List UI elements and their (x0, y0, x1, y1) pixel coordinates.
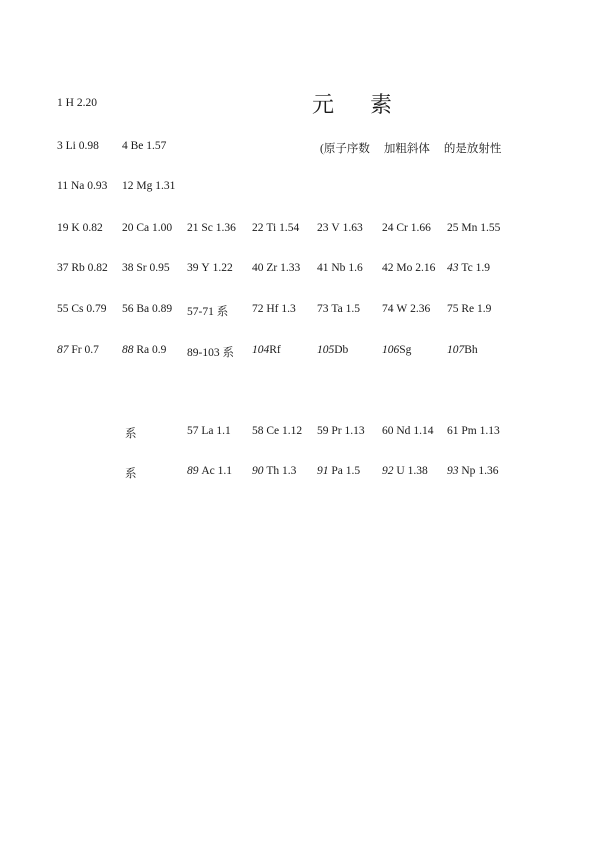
element-symbol: Sg (399, 344, 412, 356)
atomic-number: 91 (317, 465, 329, 477)
element-symbol: Ce (266, 425, 280, 437)
element-cell (57, 303, 107, 315)
electronegativity-value: 0.82 (87, 262, 108, 274)
element-cell (447, 222, 500, 234)
electronegativity-value: 1.00 (152, 222, 173, 234)
electronegativity-value: 0.82 (82, 222, 103, 234)
atomic-number: 22 (252, 222, 264, 234)
atomic-number: 75 (447, 303, 459, 315)
element-symbol: Sc (201, 222, 213, 234)
element-cell (317, 222, 363, 234)
element-cell (57, 222, 103, 234)
element-symbol: Y (201, 262, 210, 274)
element-cell (382, 303, 430, 315)
element-symbol: Bh (464, 344, 478, 356)
element-symbol: 系 (216, 306, 229, 318)
element-cell (57, 97, 97, 109)
title-char-1: 元 (312, 92, 335, 117)
atomic-number: 3 (57, 140, 63, 152)
atomic-number: 72 (252, 303, 264, 315)
electronegativity-value: 1.1 (217, 465, 233, 477)
electronegativity-value: 1.36 (478, 465, 499, 477)
element-symbol: Fr (71, 344, 82, 356)
element-cell (57, 140, 99, 152)
electronegativity-value: 1.3 (282, 465, 297, 477)
atomic-number: 74 (382, 303, 394, 315)
atomic-number: 57-71 (187, 306, 214, 318)
atomic-number: 57 (187, 425, 199, 437)
atomic-number: 38 (122, 262, 134, 274)
element-cell (382, 425, 433, 437)
element-cell (252, 344, 281, 356)
element-symbol: K (71, 222, 80, 234)
element-symbol: V (331, 222, 340, 234)
atomic-number: 105 (317, 344, 335, 356)
electronegativity-value: 1.31 (155, 180, 176, 192)
electronegativity-value: 0.89 (152, 303, 173, 315)
atomic-number: 39 (187, 262, 199, 274)
atomic-number: 12 (122, 180, 134, 192)
element-cell (252, 262, 300, 274)
atomic-number: 37 (57, 262, 69, 274)
element-symbol: Rb (71, 262, 85, 274)
element-symbol: Cs (71, 303, 84, 315)
note-part-2: 加粗斜体 (383, 143, 430, 155)
atomic-number: 90 (252, 465, 264, 477)
electronegativity-value: 1.9 (477, 303, 492, 315)
element-symbol: Li (65, 140, 76, 152)
page-title (312, 88, 392, 119)
element-symbol: Mo (396, 262, 413, 274)
element-symbol: Tc (461, 262, 473, 274)
atomic-number: 25 (447, 222, 459, 234)
element-symbol: Mg (136, 180, 153, 192)
electronegativity-value: 2.20 (76, 97, 97, 109)
element-cell (122, 262, 170, 274)
electronegativity-value: 0.98 (78, 140, 99, 152)
title-char-2: 素 (370, 92, 393, 117)
element-symbol: 系 (125, 428, 137, 440)
element-symbol: Re (461, 303, 475, 315)
atomic-number: 58 (252, 425, 264, 437)
electronegativity-value: 1.12 (282, 425, 303, 437)
atomic-number: 106 (382, 344, 400, 356)
atomic-number: 89-103 (187, 347, 220, 359)
element-cell (317, 425, 365, 437)
legend-note (320, 140, 501, 156)
element-symbol: Ti (266, 222, 277, 234)
element-cell (317, 465, 360, 477)
element-cell (187, 465, 232, 477)
atomic-number: 19 (57, 222, 69, 234)
element-cell (447, 262, 490, 274)
element-symbol: H (65, 97, 74, 109)
element-cell (125, 465, 137, 481)
element-symbol: Sr (136, 262, 147, 274)
element-cell (187, 425, 231, 437)
element-cell (317, 303, 360, 315)
atomic-number: 107 (447, 344, 465, 356)
electronegativity-value: 2.36 (410, 303, 431, 315)
atomic-number: 4 (122, 140, 128, 152)
element-cell (57, 180, 107, 192)
atomic-number: 11 (57, 180, 69, 192)
element-cell (252, 425, 302, 437)
element-symbol: Ba (136, 303, 150, 315)
element-symbol: Ca (136, 222, 150, 234)
electronegativity-value: 1.13 (479, 425, 500, 437)
electronegativity-value: 0.7 (84, 344, 99, 356)
element-symbol: Ra (136, 344, 150, 356)
element-cell (122, 303, 172, 315)
element-symbol: Mn (461, 222, 478, 234)
electronegativity-value: 1.38 (407, 465, 428, 477)
atomic-number: 61 (447, 425, 459, 437)
electronegativity-value: 0.95 (149, 262, 170, 274)
electronegativity-value: 1.55 (480, 222, 501, 234)
note-part-3: 的是放射性 (443, 143, 502, 155)
electronegativity-value: 1.5 (345, 465, 361, 477)
element-symbol: 系 (222, 347, 234, 359)
element-cell (187, 303, 228, 319)
atomic-number: 24 (382, 222, 394, 234)
electronegativity-value: 1.14 (413, 425, 434, 437)
atomic-number: 88 (122, 344, 134, 356)
electronegativity-value: 1.22 (212, 262, 233, 274)
element-symbol: W (396, 303, 408, 315)
electronegativity-value: 1.63 (342, 222, 363, 234)
element-cell (382, 262, 435, 274)
electronegativity-value: 1.5 (345, 303, 360, 315)
element-cell (382, 344, 411, 356)
element-cell (125, 425, 137, 441)
element-symbol: Rf (269, 344, 281, 356)
element-symbol: La (201, 425, 214, 437)
electronegativity-value: 1.3 (281, 303, 296, 315)
element-symbol: Hf (266, 303, 279, 315)
electronegativity-value: 1.1 (216, 425, 231, 437)
element-cell (187, 222, 236, 234)
element-cell (317, 344, 348, 356)
element-symbol: Th (266, 465, 280, 477)
atomic-number: 42 (382, 262, 394, 274)
electronegativity-value: 1.33 (280, 262, 301, 274)
element-symbol: Pr (331, 425, 342, 437)
element-symbol: Np (461, 465, 476, 477)
element-cell (57, 344, 99, 356)
atomic-number: 43 (447, 262, 459, 274)
electronegativity-value: 1.54 (279, 222, 300, 234)
atomic-number: 20 (122, 222, 134, 234)
element-cell (57, 262, 108, 274)
element-cell (447, 425, 500, 437)
element-symbol: Cr (396, 222, 408, 234)
element-symbol: Zr (266, 262, 278, 274)
electronegativity-value: 1.57 (146, 140, 167, 152)
element-cell (447, 303, 491, 315)
electronegativity-value: 1.9 (475, 262, 490, 274)
atomic-number: 60 (382, 425, 394, 437)
element-cell (317, 262, 363, 274)
atomic-number: 40 (252, 262, 264, 274)
atomic-number: 92 (382, 465, 394, 477)
atomic-number: 23 (317, 222, 329, 234)
element-symbol: Nb (331, 262, 346, 274)
element-cell (382, 465, 428, 477)
note-part-1: (原子序数 (320, 143, 370, 155)
element-symbol: 系 (125, 468, 137, 480)
electronegativity-value: 1.66 (410, 222, 431, 234)
element-cell (187, 262, 233, 274)
element-symbol: Nd (396, 425, 411, 437)
element-cell (382, 222, 431, 234)
electronegativity-value: 0.79 (86, 303, 107, 315)
element-cell (447, 344, 478, 356)
atomic-number: 104 (252, 344, 270, 356)
electronegativity-value: 0.93 (87, 180, 108, 192)
atomic-number: 56 (122, 303, 134, 315)
element-cell (252, 222, 299, 234)
element-cell (187, 344, 234, 360)
element-symbol: Ac (201, 465, 215, 477)
electronegativity-value: 0.9 (152, 344, 167, 356)
element-cell (122, 140, 166, 152)
atomic-number: 87 (57, 344, 69, 356)
atomic-number: 1 (57, 97, 63, 109)
element-symbol: Pa (331, 465, 343, 477)
element-cell (122, 180, 175, 192)
element-cell (122, 222, 172, 234)
atomic-number: 21 (187, 222, 199, 234)
element-cell (252, 465, 296, 477)
atomic-number: 89 (187, 465, 199, 477)
atomic-number: 73 (317, 303, 329, 315)
atomic-number: 55 (57, 303, 69, 315)
element-symbol: Be (130, 140, 144, 152)
element-symbol: Db (334, 344, 349, 356)
element-symbol: Na (70, 180, 85, 192)
element-symbol: Ta (331, 303, 343, 315)
electronegativity-value: 1.36 (215, 222, 236, 234)
element-cell (447, 465, 498, 477)
electronegativity-value: 2.16 (415, 262, 436, 274)
atomic-number: 59 (317, 425, 329, 437)
atomic-number: 41 (317, 262, 329, 274)
element-symbol: U (396, 465, 405, 477)
element-cell (122, 344, 166, 356)
element-symbol: Pm (461, 425, 477, 437)
electronegativity-value: 1.13 (344, 425, 365, 437)
element-cell (252, 303, 296, 315)
atomic-number: 93 (447, 465, 459, 477)
electronegativity-value: 1.6 (348, 262, 363, 274)
